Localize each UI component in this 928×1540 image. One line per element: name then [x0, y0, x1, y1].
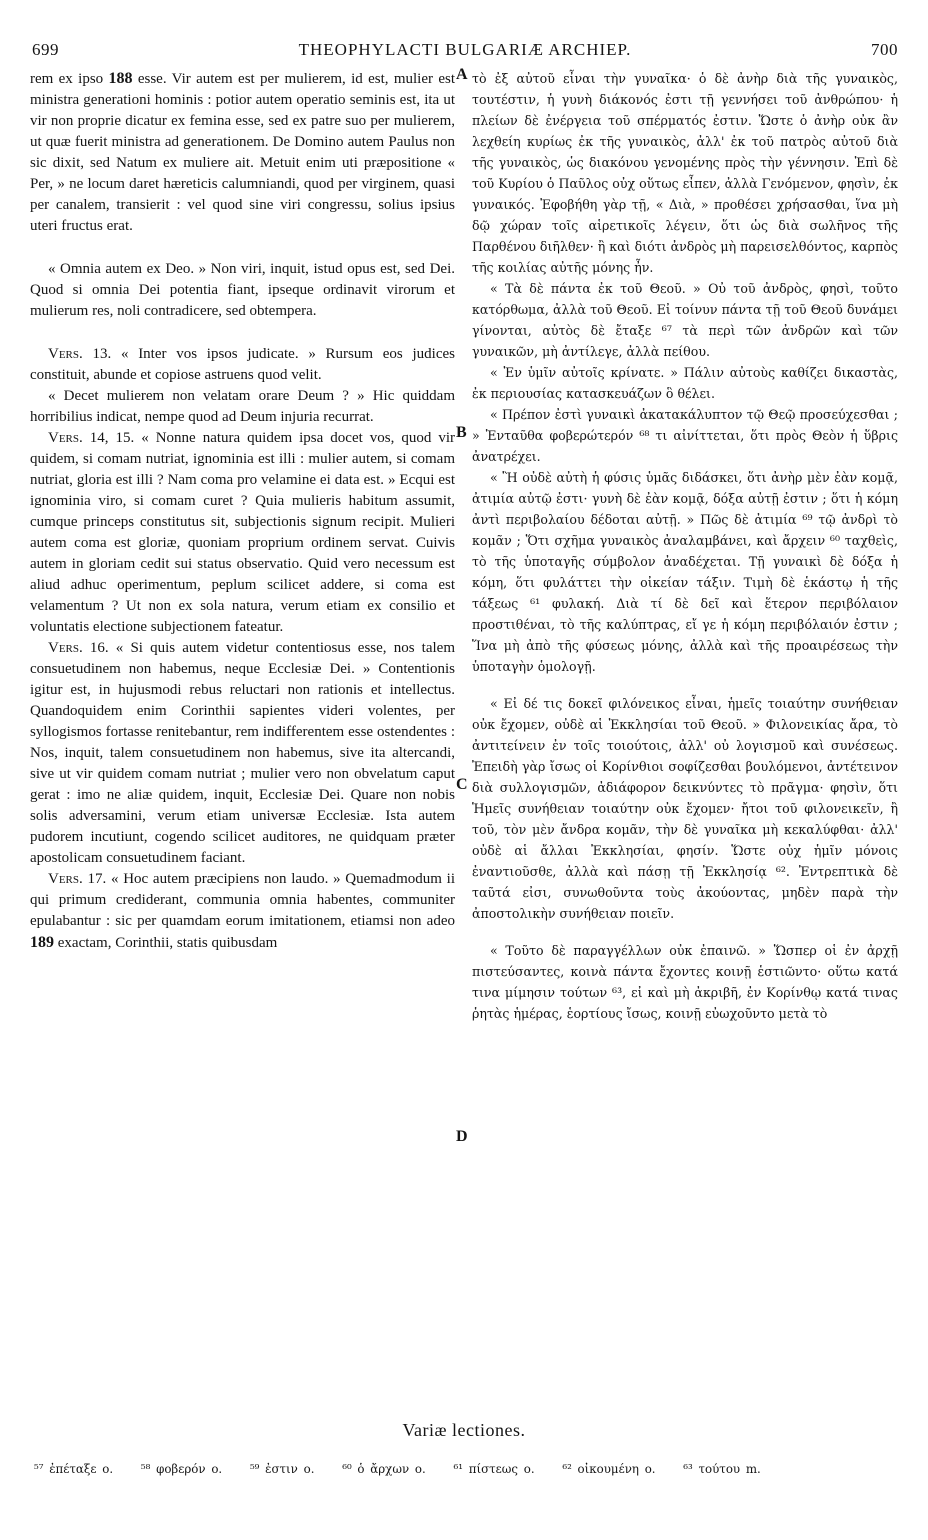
variant-readings [34, 1462, 900, 1476]
greek-paragraph: « Τὰ δὲ πάντα ἐκ τοῦ Θεοῦ. » Οὐ τοῦ ἀνδρὸς, φησὶ, τοῦτο κατόρθωμα, ἀλλὰ τοῦ Θεοῦ. Εἰ τοίνυν πάντα τῇ τοῦ Θεοῦ δυνάμει γίνονται, αὐτὸς δὲ ἔταξε ⁶⁷ τὰ περὶ τῶν ἀνδρῶν καὶ τῶν γυναικῶν, μὴ ἀντίλεγε, ἀλλὰ πείθου. [472, 281, 898, 359]
latin-text: « Hoc autem præcipiens non laudo. » Quemadmodum ii qui primum crediderant, communia omnia habentes, communiter epulabantur : sic per quamdam eorum imitationem, etiamsi non adeo [30, 871, 455, 929]
greek-paragraph: « Τοῦτο δὲ παραγγέλλων οὐκ ἐπαινῶ. » Ὥσπερ οἱ ἐν ἀρχῇ πιστεύσαντες, κοινὰ πάντα ἔχοντες κοινῇ ἑστιῶντο· οὕτω κατά τινα μίμησιν τούτων ⁶³, εἰ καὶ μὴ ἀκριβῆ, ἐν Κορίνθῳ κατά τινας ῥητὰς ἡμέρας, ἑορτίους ἴσως, κοινῇ εὐωχοῦντο μετὰ τὸ [472, 943, 898, 1021]
verse-label: Vers. 14, 15. [48, 430, 135, 446]
latin-text: « Si quis autem videtur contentiosus esse, nos talem consuetudinem non habemus, neque Ecclesiæ Dei. » Contentionis igitur est, in hujusmodi rebus reluctari non rationis et intellectus. Quandoquidem enim Corinthii sapientes videri volentes, per syllogismos fortasse renitebantur, rem indifferentem esse ostendentes : Nos, inquit, talem consuetudinem non habemus, sive ita altercandi, sive ut vir quidem comam nutriat ; mulier vero non obvelatum caput gerat : imo ne aliæ quidem, inquit, Ecclesiæ Dei. Quare non nobis solis adversamini, verum etiam universæ Ecclesiæ. Ista autem pudorem incutiunt, cogendo scilicet auditores, ne quidquam præter apostolicam consuetudinem faciant. [30, 640, 455, 866]
latin-text: exactam, Corinthii, statis quibusdam [54, 935, 278, 951]
verse-label: Vers. 13. [48, 346, 112, 362]
latin-text: esse. Vir autem est per mulierem, id est, mulier est ministra generationi hominis : potior autem operatio seminis est, ita ut vir non proprie dicatur ex femina esse, sed ex patre suo per mulierem, ut quæ fuerit ministra ad generationem. De Domino autem Paulus non sic dixit, sed Natum ex muliere ait. Metuit enim uti præpositione « Per, » ne locum daret hæreticis calumniandi, quod per virginem, quasi per canalem, transierit : vel quod sine viri congressu, solius ipsius uteri fructus erat. [30, 71, 455, 234]
running-header [32, 40, 898, 68]
latin-paragraph [30, 344, 455, 386]
verse-label: Vers. 16. [48, 640, 109, 656]
column-number: 188 [108, 70, 133, 87]
greek-paragraph: « Ἢ οὐδὲ αὐτὴ ἡ φύσις ὑμᾶς διδάσκει, ὅτι ἀνὴρ μὲν ἐὰν κομᾷ, ἀτιμία αὐτῷ ἐστι· γυνὴ δὲ ἐὰν κομᾷ, δόξα αὐτῇ ἐστιν ; ὅτι ἡ κόμη ἀντὶ περιβολαίου δέδοται αὐτῇ. » Πῶς δὲ ἀτιμία ⁶⁹ τῷ ἀνδρὶ τὸ κομᾶν ; Ὅτι σχῆμα γυναικὸς ἀναλαμβάνει, καὶ ἄρχειν ⁶⁰ ταχθεὶς, τὸ τῆς ὑποταγῆς σύμβολον ἀναδέχεται. Τῇ γυναικὶ δὲ δόξα ἡ κόμη, ὅτι φυλάττει τὴν οἰκείαν τάξιν. Τιμὴ δὲ ἑκάστῳ ἡ τῆς τάξεως ⁶¹ φυλακή. Διὰ τί δὲ δεῖ καὶ ἕτερον περιβόλαιον προστιθέναι, τὸ τῆς καλύπτρας, εἴ γε ἡ κόμη περιβόλαιόν ἐστιν ; Ἵνα μὴ ἀπὸ τῆς φύσεως μόνης, ἀλλὰ καὶ τῆς προαιρέσεως τὴν ὑποταγὴν ὁμολογῇ. [472, 470, 898, 674]
greek-paragraph: « Πρέπον ἐστὶ γυναικὶ ἀκατακάλυπτον τῷ Θεῷ προσεύχεσθαι ; » Ἐνταῦθα φοβερώτερόν ⁶⁸ τι αἰνίττεται, ὅτι πρὸς Θεὸν ἡ ὕβρις ἀνατρέχει. [472, 407, 898, 464]
page-number-left: 699 [32, 40, 59, 59]
latin-text: « Inter vos ipsos judicate. » Rursum eos judices constituit, abunde et copiose astruens quod velit. [30, 346, 455, 383]
variant-note: ⁵⁷ ἐπέταξε ο. [34, 1462, 114, 1476]
latin-paragraph: « Decet mulierem non velatam orare Deum ? » Hic quiddam horribilius indicat, nempe quod ad Deum injuria recurrat. [30, 388, 455, 425]
running-title: THEOPHYLACTI BULGARIÆ ARCHIEP. [298, 40, 632, 59]
latin-paragraph [30, 869, 455, 954]
margin-letter-a: A [456, 66, 468, 83]
greek-column [472, 68, 898, 1024]
margin-letter-b: B [456, 424, 467, 441]
latin-paragraph [30, 68, 455, 237]
variant-note: ⁵⁸ φοβερόν ο. [140, 1462, 223, 1476]
latin-column [30, 68, 455, 954]
variae-lectiones-heading: Variæ lectiones. [402, 1420, 526, 1440]
latin-text: rem ex ipso [30, 71, 104, 87]
margin-letter-c: C [456, 776, 468, 793]
latin-paragraph [30, 428, 455, 638]
latin-text: « Nonne natura quidem ipsa docet vos, quod vir quidem, si comam nutriat, ignominia est illi : mulier autem, si comam nutriat, gloria est illi ? Nam coma pro velamine ei data est. » Ecqui est ignominia viro, si comam curet ? Quia mulieris habitum assumit, cumque princeps constitutus sit, subjectionis signum recipit. Mulieri autem coma est gloriæ, quoniam proprium ordinem servat. Cuivis autem in gloriam cedit sui status observatio. Quid vero necessum est aliud adhuc operimentum, peplum scilicet addere, si coma est velamentum ? Ut non ex sola natura, verum etiam ex consilio et voluntatis electione subjectionem fateatur. [30, 430, 455, 635]
variant-note: ⁵⁹ ἐστιν ο. [249, 1462, 315, 1476]
latin-paragraph: « Omnia autem ex Deo. » Non viri, inquit, istud opus est, sed Dei. Quod si omnia Dei potentia fiant, ipseque ordinavit virorum et mulierum res, noli contradicere, sed obtempera. [30, 261, 455, 319]
latin-paragraph [30, 638, 455, 869]
greek-paragraph: « Εἰ δέ τις δοκεῖ φιλόνεικος εἶναι, ἡμεῖς τοιαύτην συνήθειαν οὐκ ἔχομεν, οὐδὲ αἱ Ἐκκλησίαι τοῦ Θεοῦ. » Φιλονεικίας ἄρα, τὸ ἀντιτείνειν ἐν τοῖς τοιούτοις, ἀλλ' οὐ λογισμοῦ καὶ συνέσεως. Ἐπειδὴ γὰρ ἴσως οἱ Κορίνθιοι σοφίζεσθαι βουλόμενοι, ἀντέτεινον διὰ συλλογισμῶν, ἀδιάφορον δεικνύντες τὸ πρᾶγμα· φησὶν, ὅτι Ἡμεῖς συνήθειαν τοιαύτην οὐκ ἔχομεν· ἤτοι τοῦ φιλονεικεῖν, ἢ τοῦ, τὸν μὲν ἄνδρα κομᾶν, τὴν δὲ γυναῖκα μὴ κεκαλύφθαι· ἀλλ' οὐδὲ αἱ ἄλλαι Ἐκκλησίαι, φησίν. Ὥστε οὐχ ἡμῖν μόνοις ἐναντιοῦσθε, ἀλλὰ καὶ πάσῃ τῇ Ἐκκλησίᾳ ⁶². Ἐντρεπτικὰ δὲ ταῦτά εἰσι, συνωθοῦντα τοὺς ἀκούοντας, μηδὲν παρὰ τὴν ἀποστολικὴν συνήθειαν ποιεῖν. [472, 696, 898, 921]
margin-letter-d: D [456, 1128, 468, 1145]
column-number: 189 [30, 934, 54, 951]
page-number-right: 700 [871, 40, 898, 59]
variant-note: ⁶² οἰκουμένη ο. [562, 1462, 656, 1476]
variant-note: ⁶¹ πίστεως ο. [453, 1462, 535, 1476]
variant-note: ⁶³ τούτου m. [683, 1462, 761, 1476]
greek-paragraph: τὸ ἐξ αὐτοῦ εἶναι τὴν γυναῖκα· ὁ δὲ ἀνὴρ διὰ τῆς γυναικὸς, τουτέστιν, ἡ γυνὴ διάκονός ἐστι τῇ γεννήσει τοῦ ἀνθρώπου· ἡ πλείων δὲ ἐνέργεια τοῦ σπέρματός ἐστιν. Ὥστε ὁ ἀνὴρ οὐκ ἂν λεχθείη κυρίως ἐκ τῆς γυναικὸς, ἀλλ' ἐκ τοῦ πατρὸς αὐτοῦ διὰ τῆς γυναικὸς, ὡς διακόνου γενομένης πρὸς τὴν γέννησιν. Ἐπὶ δὲ τοῦ Κυρίου ὁ Παῦλος οὐχ οὕτως εἶπεν, ἀλλὰ Γενόμενον, φησὶν, ἐκ γυναικός. Ἐφοβήθη γὰρ τῇ, « Διὰ, » προθέσει χρήσασθαι, ἵνα μὴ δῷ χώραν τοῖς αἱρετικοῖς λέγειν, ὅτι ὡς διὰ σωλῆνος τῆς Παρθένου διῆλθεν· ἢ καὶ διότι ἀνδρὸς μὴ παρεισελθόντος, καρπὸς τῆς κοιλίας αὐτῆς μόνης ἦν. [472, 71, 898, 275]
greek-paragraph: « Ἐν ὑμῖν αὐτοῖς κρίνατε. » Πάλιν αὐτοὺς καθίζει δικαστὰς, ἐκ περιουσίας κατασκευάζων ὃ θέλει. [472, 365, 898, 401]
variant-note: ⁶⁰ ὁ ἄρχων ο. [342, 1462, 426, 1476]
verse-label: Vers. 17. [48, 871, 107, 887]
